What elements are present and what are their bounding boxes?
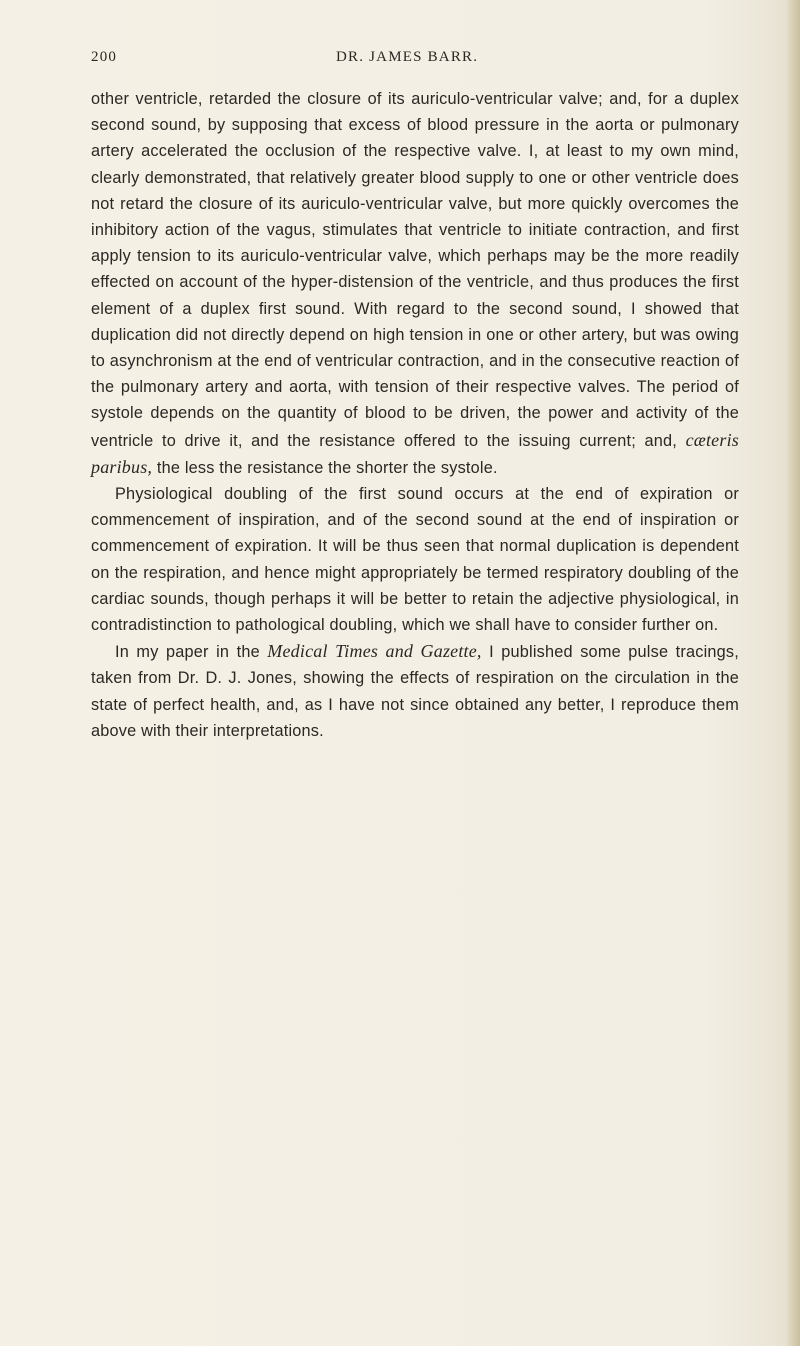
- paragraph-1: [91, 86, 739, 481]
- paragraph-3-text: I published some pulse tracings, taken from Dr. D. J. Jones, showing the effects of respiration on the circulation in the state of perfect health, and, as I have not since obtained any better, I reproduce them above with their interpretations.: [91, 643, 739, 740]
- paragraph-3-start: In my paper in the: [115, 643, 260, 662]
- page-header: [0, 49, 800, 73]
- journal-title: Medical Times and Gazette,: [267, 641, 482, 662]
- paragraph-2: Physiological doubling of the first sound occurs at the end of expiration or commencement of inspiration, and of the second sound at the end of inspiration or commencement of expiration. It will be thus seen that normal duplication is dependent on the respiration, and hence might appropriately be termed respiratory doubling of the cardiac sounds, though perhaps it will be better to retain the adjective physiological, in contradistinction to pathological doubling, which we shall have to consider further on.: [91, 485, 739, 635]
- latin-phrase: cæteris paribus,: [91, 429, 739, 477]
- paragraph-3: [91, 638, 739, 744]
- body-text: [91, 86, 739, 744]
- paragraph-1-end: the less the resistance the shorter the systole.: [156, 458, 498, 477]
- running-head: DR. JAMES BARR.: [336, 49, 479, 65]
- paragraph-1-text: other ventricle, retarded the closure of its auriculo-ventricular valve; and, for a duplex second sound, by supposing that excess of blood pressure in the aorta or pulmonary artery accelerated the occlusion of the respective valve. I, at least to my own mind, clearly demonstrated, that relatively greater blood supply to one or other ventricle does not retard the closure of its auriculo-ventricular valve, but more quickly overcomes the inhibitory action of the vagus, stimulates that ventricle to initiate contraction, and first apply tension to its auriculo-ventricular valve, which perhaps may be the more readily effected on account of the hyper-distension of the ventricle, and thus produces the first element of a duplex first sound. With regard to the second sound, I showed that duplication did not directly depend on high tension in one or other artery, but was owing to asynchronism at the end of ventricular contraction, and in the consecutive reaction of the pulmonary artery and aorta, with tension of their respective valves. The period of systole depends on the quantity of blood to be driven, the power and activity of the ventricle to drive it, and the resistance offered to the issuing current; and,: [91, 90, 739, 450]
- page-edge: [786, 0, 800, 1346]
- page-number: 200: [91, 49, 118, 65]
